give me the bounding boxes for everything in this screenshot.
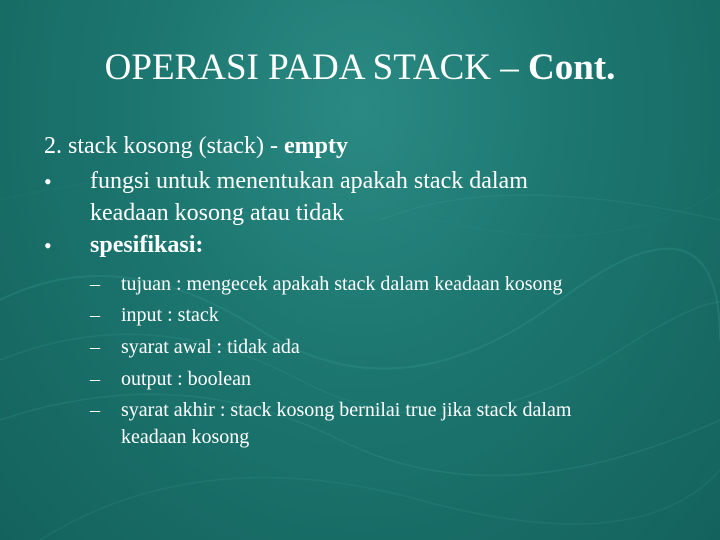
item-2-emphasis: empty	[283, 133, 348, 159]
bullet-2-text: spesifikasi:	[90, 232, 204, 258]
dash-marker: –	[90, 336, 100, 358]
dash-marker: –	[90, 399, 100, 421]
title-bold-text: Cont.	[527, 47, 616, 88]
sub-item-tujuan: tujuan : mengecek apakah stack dalam keadaan kosong	[121, 273, 563, 295]
item-2-heading	[44, 131, 348, 161]
bullet-1-line-2: keadaan kosong atau tidak	[90, 200, 344, 226]
slide-title	[0, 42, 720, 94]
sub-item-output: output : boolean	[121, 368, 251, 390]
bullet-1-line-1: fungsi untuk menentukan apakah stack dalam	[90, 168, 528, 194]
bullet-marker: •	[44, 233, 52, 258]
sub-item-syarat-awal: syarat awal : tidak ada	[121, 336, 300, 358]
dash-marker: –	[90, 304, 100, 326]
sub-item-syarat-akhir: syarat akhir : stack kosong bernilai true jika stack dalam	[121, 399, 572, 421]
sub-item-syarat-akhir-continuation: keadaan kosong	[121, 426, 250, 448]
dash-marker: –	[90, 273, 100, 295]
bullet-marker: •	[44, 169, 52, 194]
sub-item-input: input : stack	[121, 304, 219, 326]
item-2-text: 2. stack kosong (stack) -	[44, 133, 284, 159]
title-text: OPERASI PADA STACK –	[104, 47, 528, 88]
dash-marker: –	[90, 368, 100, 390]
